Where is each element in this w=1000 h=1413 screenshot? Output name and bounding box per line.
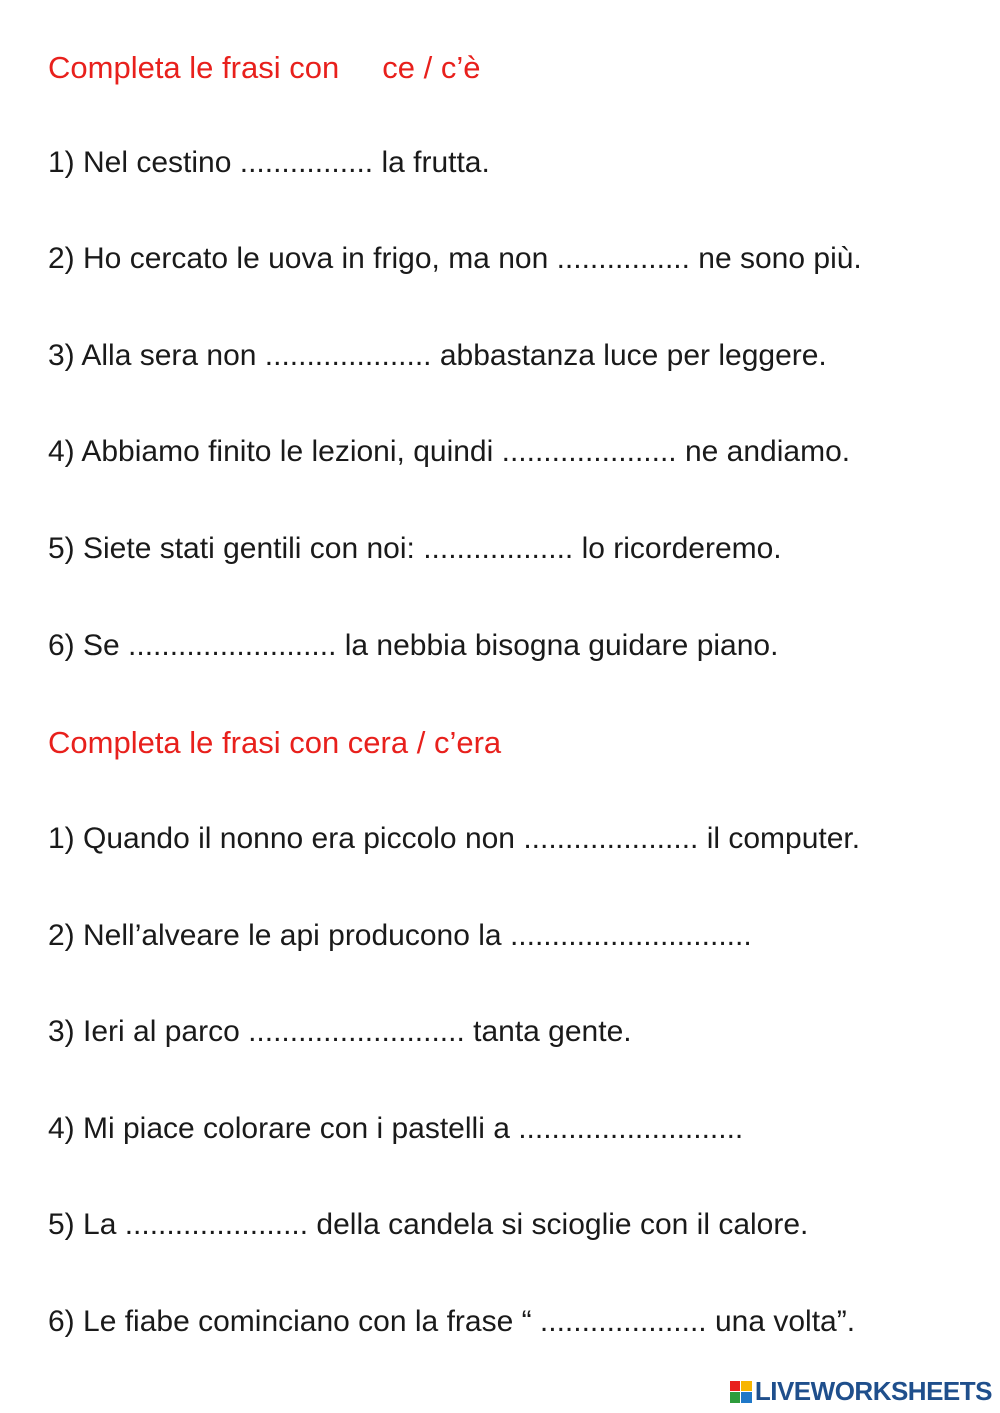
section2-sentence-1: 1) Quando il nonno era piccolo non ..................... il computer. <box>48 822 861 855</box>
section1-sentence-3: 3) Alla sera non .................... abbastanza luce per leggere. <box>48 339 827 372</box>
section2-sentence-4: 4) Mi piace colorare con i pastelli a ........................... <box>48 1112 744 1145</box>
liveworksheets-logo-icon <box>730 1381 752 1403</box>
section1-sentence-5: 5) Siete stati gentili con noi: .................. lo ricorderemo. <box>48 532 782 565</box>
section1-heading: Completa le frasi con ce / c’è <box>48 50 481 85</box>
section2-sentence-2: 2) Nell’alveare le api producono la ............................. <box>48 919 752 952</box>
section1-sentence-6: 6) Se ......................... la nebbia bisogna guidare piano. <box>48 629 779 662</box>
section1-sentence-1: 1) Nel cestino ................ la frutta. <box>48 146 490 179</box>
logo-text: LIVEWORKSHEETS <box>754 1376 992 1406</box>
section2-sentence-6: 6) Le fiabe cominciano con la frase “ .................... una volta”. <box>48 1305 856 1338</box>
section2-sentence-5: 5) La ...................... della candela si scioglie con il calore. <box>48 1208 809 1241</box>
section1-sentence-4: 4) Abbiamo finito le lezioni, quindi ..................... ne andiamo. <box>48 435 851 468</box>
liveworksheets-logo <box>730 1376 992 1407</box>
section2-sentence-3: 3) Ieri al parco .......................... tanta gente. <box>48 1015 632 1048</box>
section2-heading: Completa le frasi con cera / c’era <box>48 725 502 760</box>
section1-sentence-2: 2) Ho cercato le uova in frigo, ma non ................ ne sono più. <box>48 242 862 275</box>
